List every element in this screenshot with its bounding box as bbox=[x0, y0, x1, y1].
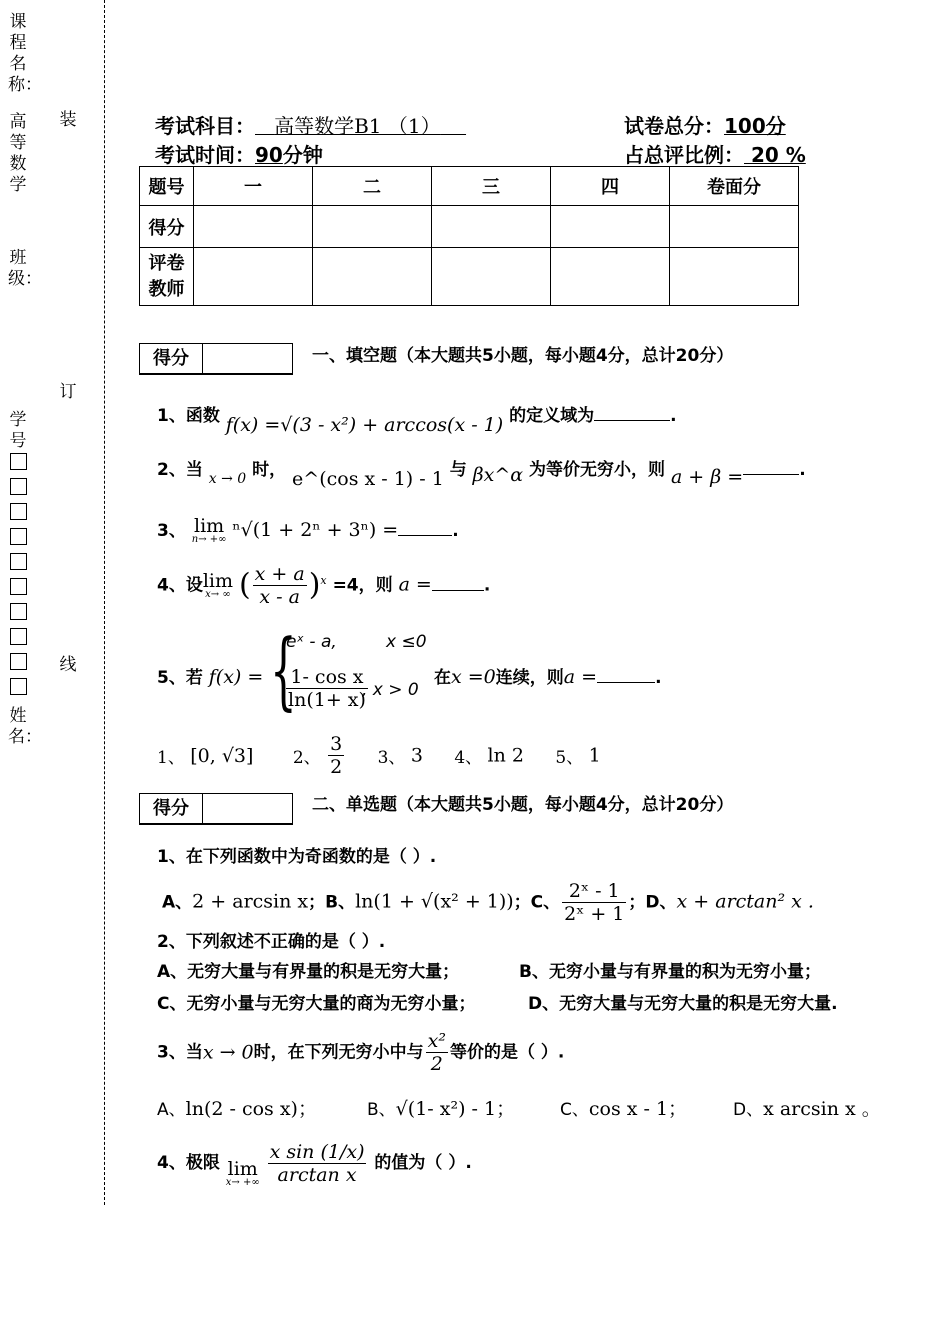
binding-xian: 线 bbox=[59, 655, 77, 675]
id-box[interactable] bbox=[10, 628, 27, 645]
score-cell[interactable] bbox=[432, 206, 551, 248]
table-header: 二 bbox=[313, 167, 432, 206]
score-cell[interactable] bbox=[194, 206, 313, 248]
s2-q2-option-b: B、无穷小量与有界量的积为无穷小量； bbox=[519, 962, 821, 982]
teacher-cell[interactable] bbox=[670, 248, 799, 306]
score-cell[interactable] bbox=[670, 206, 799, 248]
id-box[interactable] bbox=[10, 528, 27, 545]
score-table bbox=[139, 166, 799, 306]
row-label-score: 得分 bbox=[140, 206, 194, 248]
s2-question-1: 1、在下列函数中为奇函数的是（ ）. bbox=[157, 847, 437, 867]
teacher-cell[interactable] bbox=[313, 248, 432, 306]
section1-score-label: 得分 bbox=[140, 344, 203, 373]
table-header: 三 bbox=[432, 167, 551, 206]
student-id-label: 学号 bbox=[9, 410, 27, 451]
id-box[interactable] bbox=[10, 503, 27, 520]
table-header: 一 bbox=[194, 167, 313, 206]
s1-q5-case1: eˣ - a, bbox=[286, 632, 337, 652]
s1-question-4: 4、设lim x→ ∞ ( $\frac{x + a}{x - a}$ )$^x$ =4，则 a = . bbox=[157, 563, 491, 608]
id-box[interactable] bbox=[10, 678, 27, 695]
s2-question-3: 3、当x → 0时，在下列无穷小中与 $\frac{\text{x²}}{2}$ 等价的是（ ）. bbox=[157, 1030, 565, 1075]
s2-q1-options: A、2 + arcsin x；B、ln(1 + √(x² + 1))；C、 $\frac{\text{2ˣ - 1}}{\text{2ˣ + 1}}$ ；D、x + arctan² x . bbox=[162, 880, 814, 925]
table-header: 四 bbox=[551, 167, 670, 206]
s1-q5-case2: $\frac{\text{1- cos x}}{\ln(1+ x)}$ bbox=[288, 666, 366, 711]
teacher-cell[interactable] bbox=[551, 248, 670, 306]
id-box[interactable] bbox=[10, 553, 27, 570]
teacher-cell[interactable] bbox=[194, 248, 313, 306]
table-header: 卷面分 bbox=[670, 167, 799, 206]
exam-total: 试卷总分：100分 bbox=[624, 114, 786, 138]
s1-question-5: 5、若 f(x) = bbox=[157, 666, 264, 688]
section2-score-box[interactable] bbox=[139, 793, 293, 825]
id-box[interactable] bbox=[10, 578, 27, 595]
s2-question-4: 4、极限 lim x→ +∞ $\frac{\text{x sin (1/x)}}{\text{arctan x}}$ 的值为（ ）. bbox=[157, 1140, 472, 1188]
score-cell[interactable] bbox=[551, 206, 670, 248]
teacher-cell[interactable] bbox=[432, 248, 551, 306]
s1-question-3: 3、 lim n→ +∞ ⁿ√(1 + 2ⁿ + 3ⁿ) = . bbox=[157, 515, 459, 545]
s1-q5-cond2: , x > 0 bbox=[362, 680, 419, 700]
binding-cut-line bbox=[104, 0, 105, 1205]
s2-question-2: 2、下列叙述不正确的是（ ）. bbox=[157, 932, 386, 952]
s1-answers: 1、 [0, √3] 2、 $\frac{3}{2}$ 3、 3 4、 ln 2 5、 1 bbox=[157, 733, 601, 778]
id-box[interactable] bbox=[10, 453, 27, 470]
exam-subject: 考试科目： 高等数学B1 （1） bbox=[155, 114, 441, 138]
s2-q3-option-b: B、√(1- x²) - 1； bbox=[367, 1098, 516, 1120]
id-box[interactable] bbox=[10, 603, 27, 620]
binding-zhuang: 装 bbox=[59, 110, 77, 130]
student-id-boxes[interactable] bbox=[10, 453, 27, 703]
s2-q2-option-a: A、无穷大量与有界量的积是无穷大量； bbox=[157, 962, 460, 982]
s2-q2-option-d: D、无穷大量与无穷大量的积是无穷大量. bbox=[528, 994, 838, 1014]
course-name-label: 课程名称： bbox=[8, 12, 42, 95]
class-label: 班级： bbox=[8, 248, 42, 289]
s1-q5-brace: { bbox=[270, 621, 297, 719]
section1-score-box[interactable] bbox=[139, 343, 293, 375]
exam-ratio: 占总评比例： 20 % bbox=[624, 143, 806, 167]
s2-q3-option-c: C、cos x - 1； bbox=[560, 1098, 688, 1120]
s1-question-2: 2、当 $_{x \to 0}$ 时， e^(cos x - 1) - 1 与 βx^α 为等价无穷小，则 a + β = . bbox=[157, 460, 806, 490]
section2-score-label: 得分 bbox=[140, 794, 203, 823]
s2-q3-option-d: D、x arcsin x 。 bbox=[733, 1098, 881, 1120]
course-name-value: 高等数学 bbox=[9, 112, 27, 195]
s1-q5-tail: 在x =0连续，则a = . bbox=[434, 666, 662, 688]
id-box[interactable] bbox=[10, 653, 27, 670]
s2-q3-option-a: A、ln(2 - cos x)； bbox=[157, 1098, 317, 1120]
s2-q2-option-c: C、无穷小量与无穷大量的商为无穷小量； bbox=[157, 994, 476, 1014]
name-label: 姓名： bbox=[8, 706, 42, 747]
row-label-teacher: 评卷 教师 bbox=[140, 248, 194, 306]
s1-question-1: 1、函数 f(x) =√(3 - x²) + arccos(x - 1) 的定义域为 . bbox=[157, 406, 677, 436]
binding-ding: 订 bbox=[59, 382, 77, 402]
section2-title: 二、单选题（本大题共5小题，每小题4分，总计20分） bbox=[312, 795, 734, 815]
score-cell[interactable] bbox=[313, 206, 432, 248]
table-header: 题号 bbox=[140, 167, 194, 206]
s1-q5-cond1: x ≤0 bbox=[386, 632, 427, 652]
id-box[interactable] bbox=[10, 478, 27, 495]
exam-time: 考试时间：90分钟 bbox=[155, 143, 323, 167]
section1-title: 一、填空题（本大题共5小题，每小题4分，总计20分） bbox=[312, 346, 734, 366]
